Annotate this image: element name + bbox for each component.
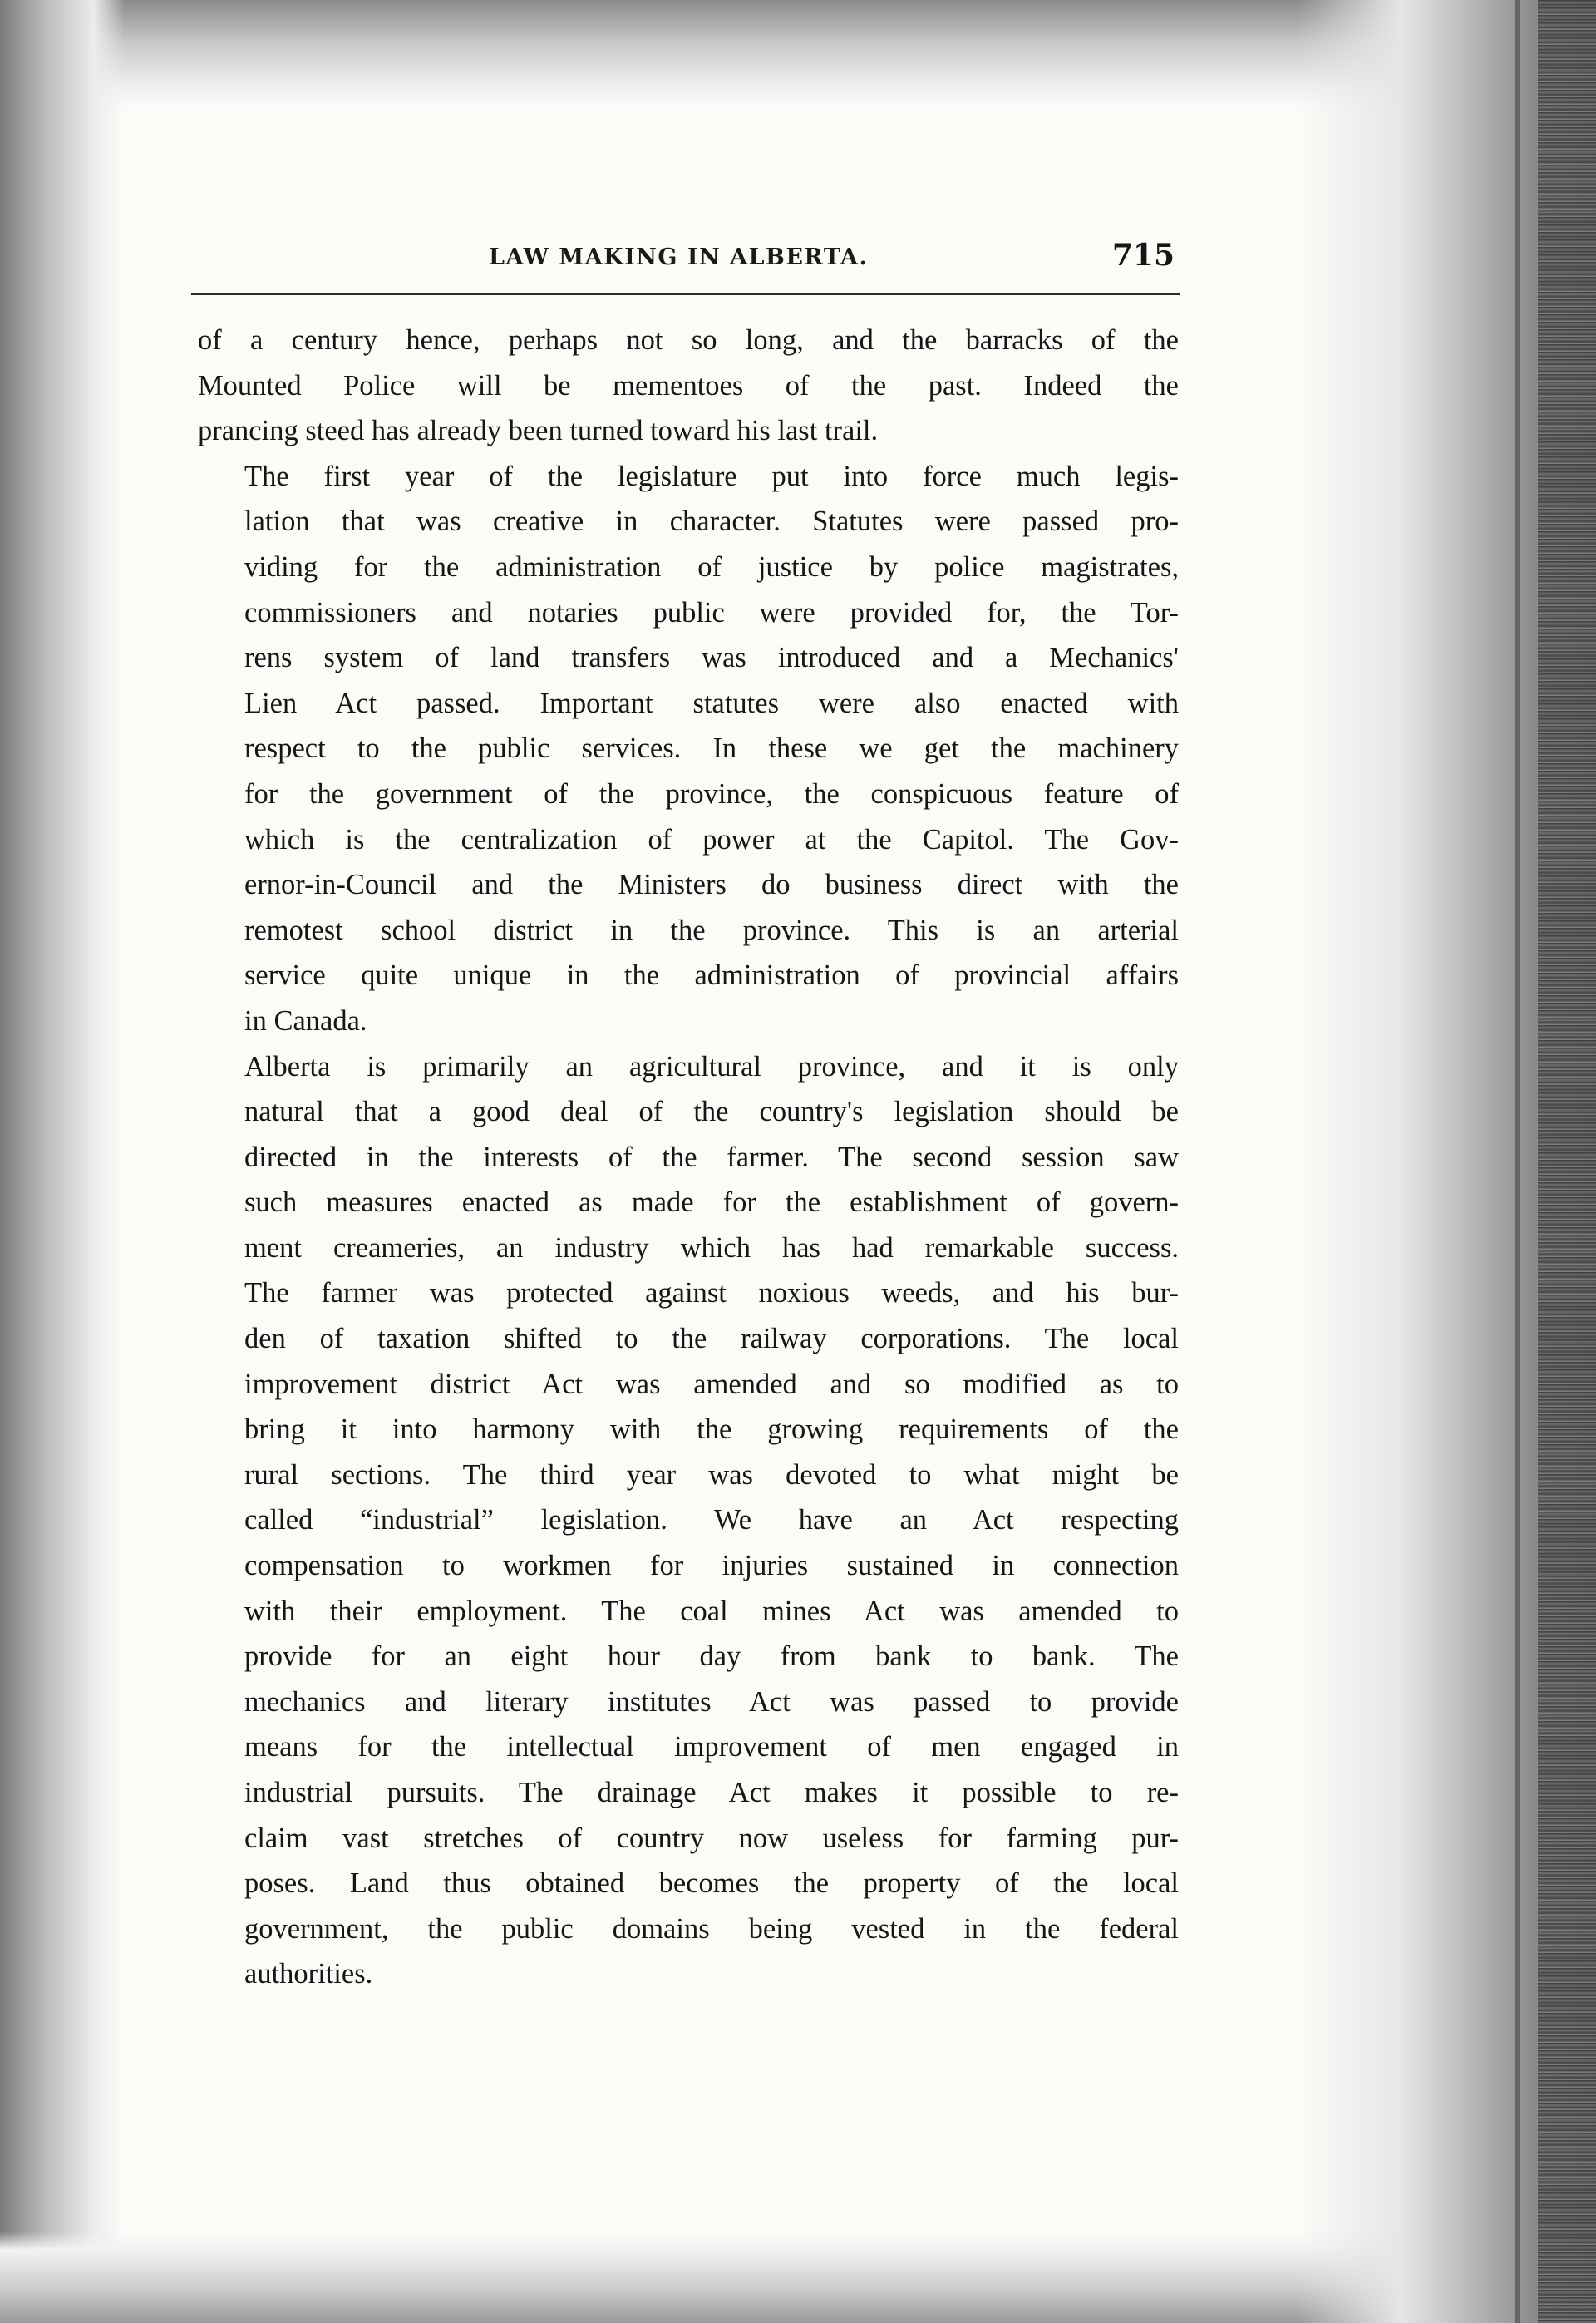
book-edge-line [1515,0,1520,2323]
book-spine-edge [1538,0,1596,2323]
text-line: service quite unique in the administration of provincial affairs [244,959,1179,992]
text-line: natural that a good deal of the country's legislation should be [244,1096,1179,1128]
running-head: LAW MAKING IN ALBERTA. [489,244,869,270]
text-line: lation that was creative in character. Statutes were passed pro- [244,506,1179,538]
paragraph-1 [198,318,1179,454]
paragraph-3 [198,1044,1179,1997]
text-line: den of taxation shifted to the railway corporations. The local [244,1323,1179,1355]
text-line: mechanics and literary institutes Act was passed to provide [244,1685,1179,1718]
text-line: in Canada. [244,1004,367,1037]
text-line: prancing steed has already been turned toward his last trail. [198,415,879,447]
body-text [198,318,1179,1997]
page-number: 715 [1111,238,1175,273]
text-line: government, the public domains being vested in the federal [244,1912,1179,1945]
text-line: called “industrial” legislation. We have an Act respecting [244,1504,1179,1536]
text-line: Mounted Police will be mementoes of the past. Indeed the [198,369,1179,402]
text-line: for the government of the province, the conspicuous feature of [244,777,1179,810]
text-line: The first year of the legislature put into force much legis- [244,460,1179,492]
text-line: industrial pursuits. The drainage Act makes it possible to re- [244,1777,1179,1808]
text-line: rens system of land transfers was introduced and a Mechanics' [244,642,1179,674]
text-line: improvement district Act was amended and so modified as to [244,1368,1179,1400]
scan-shadow-left [0,0,125,2323]
paragraph-2 [198,454,1179,1044]
text-line: claim vast stretches of country now useless for farming pur- [244,1822,1179,1854]
text-line: directed in the interests of the farmer. The second session saw [244,1141,1179,1173]
text-line: compensation to workmen for injuries sustained in connection [244,1550,1179,1582]
text-line: The farmer was protected against noxious weeds, and his bur- [244,1277,1179,1309]
text-line: with their employment. The coal mines Act was amended to [244,1595,1179,1627]
text-line: Lien Act passed. Important statutes were also enacted with [244,687,1179,719]
text-line: ment creameries, an industry which has had remarkable success. [244,1231,1179,1264]
text-line: such measures enacted as made for the establishment of govern- [244,1186,1179,1219]
text-line: provide for an eight hour day from bank to bank. The [244,1640,1179,1673]
text-line: rural sections. The third year was devoted to what might be [244,1458,1179,1491]
text-line: ernor-in-Council and the Ministers do business direct with the [244,869,1179,901]
text-line: authorities. [244,1958,373,1990]
text-line: means for the intellectual improvement of men engaged in [244,1731,1179,1763]
text-line: Alberta is primarily an agricultural province, and it is only [244,1050,1179,1083]
header-rule [191,293,1180,295]
page-header [198,234,1175,284]
text-line: which is the centralization of power at the Capitol. The Gov- [244,823,1179,856]
text-line: respect to the public services. In these we get the machinery [244,732,1179,765]
text-line: poses. Land thus obtained becomes the property of the local [244,1867,1179,1900]
text-line: viding for the administration of justice by police magistrates, [244,550,1179,583]
text-line: commissioners and notaries public were provided for, the Tor- [244,596,1179,629]
text-line: of a century hence, perhaps not so long, and the barracks of the [198,324,1179,356]
text-line: bring it into harmony with the growing requirements of the [244,1413,1179,1446]
text-line: remotest school district in the province. This is an arterial [244,914,1179,946]
